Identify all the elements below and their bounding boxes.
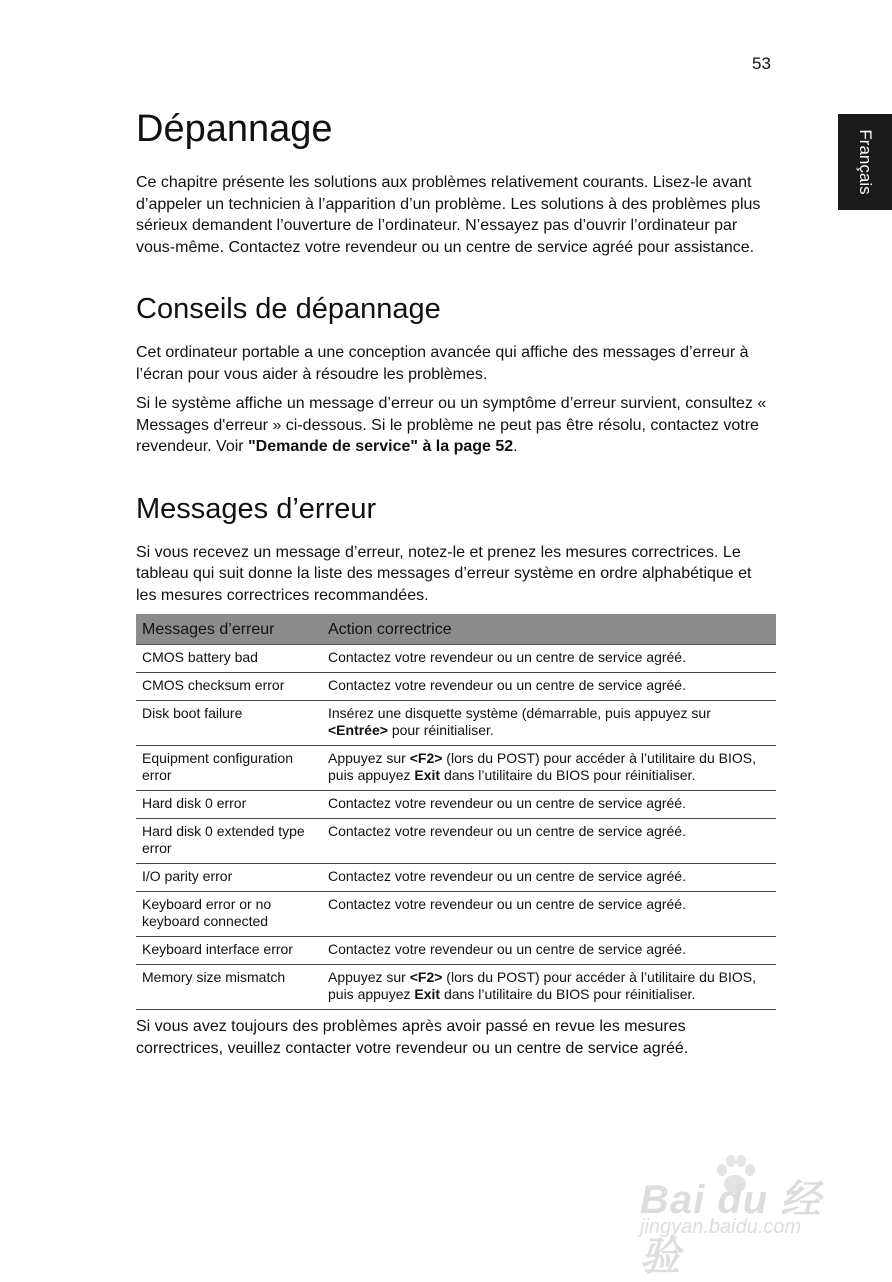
page-content (136, 104, 776, 1067)
action-cell: Contactez votre revendeur ou un centre de service agréé. (322, 937, 776, 965)
column-header-action: Action correctrice (322, 614, 776, 645)
conseils-paragraph-2-end: . (513, 438, 518, 455)
table-header-row (136, 614, 776, 645)
action-cell (322, 965, 776, 1010)
action-cell: Contactez votre revendeur ou un centre de service agréé. (322, 645, 776, 673)
language-tab-label: Français (856, 129, 875, 195)
error-message-cell: CMOS checksum error (136, 673, 322, 701)
error-messages-table (136, 614, 776, 1010)
column-header-messages: Messages d’erreur (136, 614, 322, 645)
table-row (136, 673, 776, 701)
closing-paragraph: Si vous avez toujours des problèmes après avoir passé en revue les mesures correctrices, veuillez contacter votre revendeur ou un centre de service agréé. (136, 1018, 689, 1057)
table-row (136, 937, 776, 965)
error-message-cell: Keyboard interface error (136, 937, 322, 965)
error-message-cell: Keyboard error or no keyboard connected (136, 892, 322, 937)
action-text: pour réinitialiser. (387, 722, 494, 738)
key-label: <Entrée> (328, 722, 388, 738)
conseils-paragraph-2 (136, 393, 776, 458)
baidu-watermark (640, 1150, 840, 1279)
error-message-cell: Memory size mismatch (136, 965, 322, 1010)
error-message-cell: Disk boot failure (136, 701, 322, 746)
action-text: Appuyez sur (328, 750, 410, 766)
conseils-paragraph-1: Cet ordinateur portable a une conception avancée qui affiche des messages d’erreur à l’écran pour vous aider à résoudre les problèmes. (136, 344, 749, 383)
error-message-cell: CMOS battery bad (136, 645, 322, 673)
table-row (136, 965, 776, 1010)
action-cell: Contactez votre revendeur ou un centre de service agréé. (322, 892, 776, 937)
messages-paragraph: Si vous recevez un message d’erreur, notez-le et prenez les mesures correctrices. Le tableau qui suit donne la liste des messages d’erreur système en ordre alphabétique et les mesures correctrices recommandées. (136, 543, 752, 604)
action-text: dans l’utilitaire du BIOS pour réinitialiser. (440, 767, 696, 783)
key-label: Exit (414, 986, 441, 1002)
action-text: (lors du POST) pour accéder à l’utilitaire du BIOS, puis appuyez (328, 969, 756, 1002)
action-text: (lors du POST) pour accéder à l’utilitaire du BIOS, puis appuyez (328, 750, 756, 783)
service-request-link[interactable]: "Demande de service" à la page 52 (248, 438, 514, 455)
table-row (136, 791, 776, 819)
table-row (136, 645, 776, 673)
error-message-cell: Hard disk 0 extended type error (136, 819, 322, 864)
section-heading-messages: Messages d’erreur (136, 492, 377, 525)
language-tab (838, 114, 892, 210)
key-label: Exit (414, 767, 441, 783)
page-number: 53 (752, 54, 771, 73)
action-cell (322, 746, 776, 791)
action-text: Appuyez sur (328, 969, 410, 985)
table-row (136, 746, 776, 791)
error-message-cell: I/O parity error (136, 864, 322, 892)
action-cell: Contactez votre revendeur ou un centre de service agréé. (322, 791, 776, 819)
watermark-url: jingyan.baidu.com (640, 1216, 802, 1238)
action-cell: Contactez votre revendeur ou un centre de service agréé. (322, 864, 776, 892)
action-cell (322, 701, 776, 746)
section-heading-conseils: Conseils de dépannage (136, 293, 441, 325)
table-row (136, 864, 776, 892)
page-title: Dépannage (136, 108, 333, 150)
table-row (136, 819, 776, 864)
action-cell: Contactez votre revendeur ou un centre de service agréé. (322, 819, 776, 864)
error-message-cell: Equipment configuration error (136, 746, 322, 791)
action-text: Insérez une disquette système (démarrable, puis appuyez sur (328, 705, 711, 721)
conseils-paragraph-2-text: Si le système affiche un message d’erreur ou un symptôme d’erreur survient, consultez « Messages d'erreur » ci-dessous. Si le problème ne peut pas être résolu, contactez votre revendeur. Voir (136, 395, 767, 455)
table-row (136, 892, 776, 937)
key-label: <F2> (409, 969, 443, 985)
action-text: dans l’utilitaire du BIOS pour réinitialiser. (440, 986, 696, 1002)
intro-paragraph: Ce chapitre présente les solutions aux problèmes relativement courants. Lisez-le avant d’appeler un technicien à l’apparition d’un problème. Les solutions à des problèmes plus sérieux demandent l’ouverture de l’ordinateur. N’essayez pas d’ouvrir l’ordinateur par vous-même. Contactez votre revendeur ou un centre de service agréé pour assistance. (136, 174, 761, 256)
error-message-cell: Hard disk 0 error (136, 791, 322, 819)
action-cell: Contactez votre revendeur ou un centre de service agréé. (322, 673, 776, 701)
key-label: <F2> (409, 750, 443, 766)
watermark-logo: Bai du 经验 (640, 1178, 822, 1279)
table-row (136, 701, 776, 746)
